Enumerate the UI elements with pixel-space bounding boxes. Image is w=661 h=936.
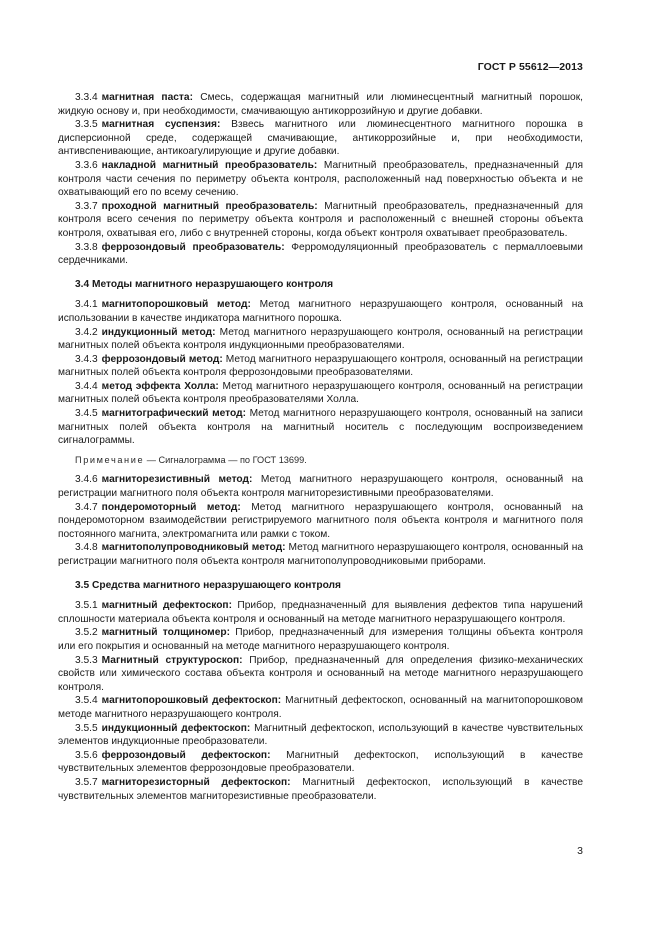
entry-definition: Прибор, предназначенный для определения физико-механических свойств или химического состава объекта контроля и основанный на методе магнитного неразрушающего контроля.: [58, 654, 583, 693]
entry-term: индукционный дефектоскоп:: [101, 722, 251, 734]
definition-entry: [58, 473, 583, 500]
note: [58, 454, 583, 468]
entry-term: феррозондовый преобразователь:: [101, 241, 285, 253]
entries-group-a: [58, 91, 583, 268]
definition-entry: [58, 353, 583, 380]
entry-definition: Смесь, содержащая магнитный или люминесцентный магнитный порошок, жидкую основу и, при необходимости, смачивающую антикоррозийную и другие добавки.: [58, 92, 584, 117]
entry-term: накладной магнитный преобразователь:: [101, 159, 318, 171]
definition-entry: [58, 541, 583, 568]
note-text: — Сигналограмма — по ГОСТ 13699.: [144, 454, 307, 465]
entry-term: магнитографический метод:: [101, 408, 246, 420]
definition-entry: [58, 326, 583, 353]
section-heading-3-5: 3.5 Средства магнитного неразрушающего контроля: [75, 579, 341, 591]
entry-term: магниторезистивный метод:: [101, 474, 253, 486]
definition-entry: [58, 118, 583, 159]
entry-definition: Прибор, предназначенный для измерения толщины объекта контроля или его покрытия и основанный на методе магнитного неразрушающего контроля.: [58, 627, 583, 652]
note-label: Примечание: [75, 454, 145, 465]
entry-definition: Метод магнитного неразрушающего контроля, основанный на регистрации магнитных полей объекта контроля индукционными преобразователями.: [58, 326, 583, 352]
entry-term: магниторезисторный дефектоскоп:: [101, 776, 291, 788]
entry-term: магнитная паста:: [101, 92, 193, 103]
entry-definition: Метод магнитного неразрушающего контроля, основанный на регистрации магнитного поля объекта контроля магнитополупроводниковыми приборами.: [58, 542, 583, 567]
definition-entry: [58, 599, 583, 626]
entry-definition: Метод магнитного неразрушающего контроля, основанный на регистрации магнитных полей объекта контроля феррозондовыми преобразователями.: [58, 353, 583, 379]
definition-entry: [58, 694, 583, 721]
entry-number: 3.5.3: [75, 654, 98, 666]
entry-number: 3.5.1: [75, 600, 98, 612]
entry-term: магнитный толщиномер:: [101, 627, 230, 639]
entry-definition: Метод магнитного неразрушающего контроля, основанный на использовании в качестве индикатора магнитного порошка.: [58, 299, 584, 324]
definition-entry: [58, 776, 583, 803]
entry-number: 3.4.7: [75, 501, 98, 513]
standard-id-header: ГОСТ Р 55612—2013: [477, 61, 583, 73]
entry-definition: Магнитный преобразователь, предназначенный для контроля всего сечения по периметру объекта контроля и расположенный с внешней стороны объекта контроля, охватывая его, либо с внутренней стороны, когда объект контроля охватывает преобразователь.: [58, 200, 584, 239]
entry-term: магнитополупроводниковый метод:: [101, 542, 286, 554]
entry-term: магнитная суспензия:: [101, 119, 221, 131]
entry-definition: Прибор, предназначенный для выявления дефектов типа нарушений сплошности материала объекта контроля и основанный на методе магнитного неразрушающего контроля.: [58, 600, 584, 625]
entry-number: 3.3.4: [75, 92, 98, 103]
definition-entry: [58, 380, 583, 407]
entry-number: 3.3.6: [75, 159, 98, 171]
entry-number: 3.3.8: [75, 241, 98, 253]
entry-definition: Магнитный преобразователь, предназначенный для контроля части сечения по периметру объекта контроля, расположенный над поверхностью объекта и не охватывающий его по всему сечению.: [58, 159, 583, 199]
entry-number: 3.3.5: [75, 119, 98, 131]
definition-entry: [58, 407, 583, 448]
definition-entry: [58, 501, 583, 542]
entry-definition: Метод магнитного неразрушающего контроля, основанный на регистрации магнитных полей объекта контроля преобразователями Холла.: [58, 380, 584, 406]
entry-number: 3.5.5: [75, 722, 98, 734]
definition-entry: [58, 722, 583, 749]
entry-number: 3.4.3: [75, 353, 98, 365]
entry-number: 3.4.1: [75, 299, 98, 311]
entry-definition: Метод магнитного неразрушающего контроля, основанный на записи магнитных полей объекта контроля на магнитный носитель с последующим воспроизведением сигналограммы.: [58, 408, 583, 447]
entry-number: 3.4.6: [75, 474, 98, 486]
section-heading-3-4: 3.4 Методы магнитного неразрушающего контроля: [75, 278, 334, 290]
definition-entry: [58, 241, 583, 268]
definition-entry: [58, 91, 583, 118]
entry-number: 3.5.7: [75, 776, 98, 788]
entry-term: метод эффекта Холла:: [101, 380, 219, 392]
entry-definition: Магнитный дефектоскоп, использующий в качестве чувствительных элементов магниторезистивные преобразователи.: [58, 776, 583, 802]
entry-term: магнитопорошковый метод:: [101, 299, 251, 311]
definition-entry: [58, 626, 583, 653]
entry-number: 3.3.7: [75, 200, 98, 212]
entry-number: 3.4.2: [75, 326, 98, 338]
entry-term: индукционный метод:: [101, 326, 216, 338]
entry-number: 3.4.4: [75, 380, 98, 392]
definition-entry: [58, 200, 583, 241]
entry-definition: Метод магнитного неразрушающего контроля, основанный на пондеромоторном взаимодействии регистрируемого магнитного поля объекта контроля и магнитного поля постоянного магнита, электромагнита или рамки с током.: [58, 501, 583, 540]
entry-number: 3.5.2: [75, 627, 98, 639]
entry-definition: Ферромодуляционный преобразователь с пермаллоевыми сердечниками.: [58, 241, 583, 267]
entry-number: 3.5.4: [75, 695, 98, 707]
entry-term: феррозондовый метод:: [101, 353, 223, 365]
definition-entry: [58, 654, 583, 695]
entry-definition: Взвесь магнитного или люминесцентного магнитного порошка в дисперсионной среде, содержащей смачивающие, антикоррозийные и, при необходимости, антивспенивающие, антикоагулирующие и другие добавки.: [58, 119, 583, 158]
page-number: 3: [577, 845, 583, 857]
entry-definition: Метод магнитного неразрушающего контроля, основанный на регистрации магнитного поля объекта контроля магниторезистивными преобразователями.: [58, 474, 583, 500]
entry-number: 3.5.6: [75, 749, 98, 761]
definition-entry: [58, 298, 583, 325]
entry-number: 3.4.8: [75, 542, 98, 554]
entry-term: магнитопорошковый дефектоскоп:: [101, 695, 282, 707]
entry-term: пондеромоторный метод:: [101, 501, 241, 513]
entries-group-b: [58, 298, 583, 448]
entries-group-c: [58, 473, 583, 568]
definition-entry: [58, 159, 583, 200]
entry-definition: Магнитный дефектоскоп, использующий в качестве чувствительных элементов индукционные преобразователи.: [58, 722, 583, 748]
document-body: [58, 91, 583, 803]
entry-definition: Магнитный дефектоскоп, использующий в качестве чувствительных элементов феррозондовые преобразователи.: [58, 749, 583, 775]
entry-term: проходной магнитный преобразователь:: [101, 200, 318, 212]
entry-number: 3.4.5: [75, 408, 98, 420]
entries-group-d: [58, 599, 583, 803]
entry-term: Магнитный структуроскоп:: [101, 654, 243, 666]
entry-definition: Магнитный дефектоскоп, основанный на магнитопорошковом методе магнитного неразрушающего контроля.: [58, 695, 583, 720]
entry-term: магнитный дефектоскоп:: [101, 600, 232, 612]
entry-term: феррозондовый дефектоскоп:: [101, 749, 271, 761]
definition-entry: [58, 749, 583, 776]
